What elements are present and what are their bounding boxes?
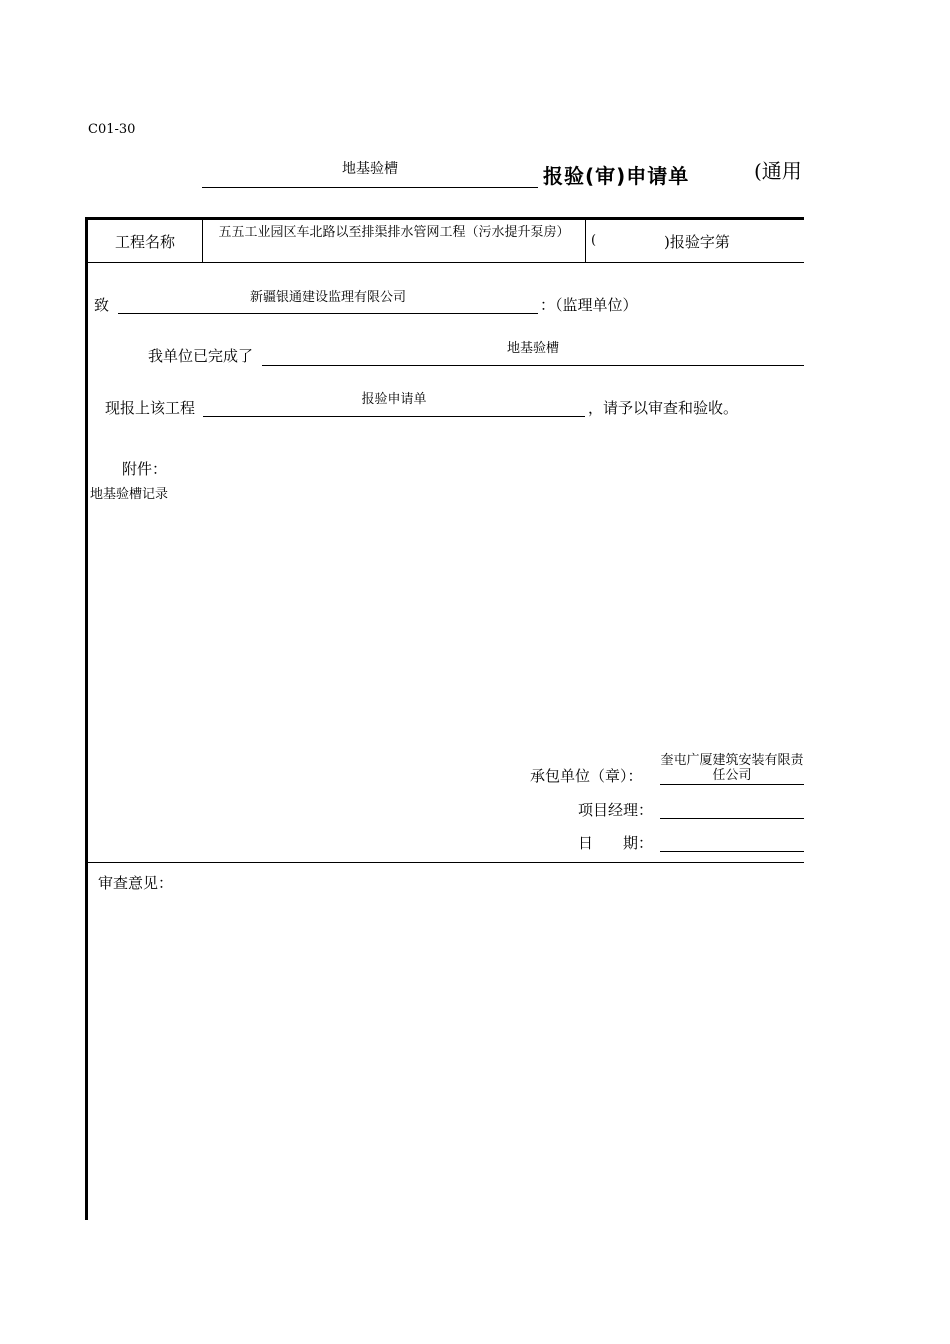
report-underline xyxy=(203,416,585,417)
header-divider-1 xyxy=(202,219,203,262)
title-subject: 地基验槽 xyxy=(342,161,398,177)
project-name-label: 工程名称 xyxy=(114,233,175,251)
title-main: 报验(审)申请单 xyxy=(543,164,690,188)
review-label: 审查意见： xyxy=(98,874,174,892)
done-value: 地基验槽 xyxy=(506,341,559,356)
to-suffix: ：（监理单位） xyxy=(540,296,638,314)
contractor-label: 承包单位（章）： xyxy=(530,767,643,785)
table-top-border xyxy=(85,217,804,220)
title-note: (通用 xyxy=(754,159,802,183)
project-name-value: 五五工业园区车北路以至排渠排水管网工程（污水提升泵房） xyxy=(218,225,570,240)
review-divider-line xyxy=(87,862,804,863)
header-divider-2 xyxy=(585,219,586,262)
manager-underline xyxy=(660,818,804,819)
report-prefix: 现报上该工程 xyxy=(105,399,196,417)
attachment-item: 地基验槽记录 xyxy=(90,487,169,502)
date-underline xyxy=(660,851,804,852)
to-name: 新疆银通建设监理有限公司 xyxy=(249,290,406,305)
title-underline xyxy=(202,187,538,188)
header-bottom-line xyxy=(87,262,804,263)
report-value: 报验申请单 xyxy=(361,392,427,407)
contractor-name: 奎屯广厦建筑安装有限责任公司 xyxy=(660,753,804,783)
report-no-label: )报验字第 xyxy=(664,233,730,251)
report-suffix: ，请予以审查和验收。 xyxy=(588,399,739,417)
report-no-open: ( xyxy=(591,233,597,248)
table-left-border xyxy=(85,217,88,1220)
done-underline xyxy=(262,365,804,366)
date-label: 日 期： xyxy=(578,834,654,852)
manager-label: 项目经理： xyxy=(578,801,654,819)
to-prefix: 致 xyxy=(94,296,110,314)
form-code: C01-30 xyxy=(88,122,136,137)
to-underline xyxy=(118,313,538,314)
done-prefix: 我单位已完成了 xyxy=(148,347,254,365)
attachment-label: 附件： xyxy=(122,460,168,478)
contractor-underline xyxy=(660,784,804,785)
